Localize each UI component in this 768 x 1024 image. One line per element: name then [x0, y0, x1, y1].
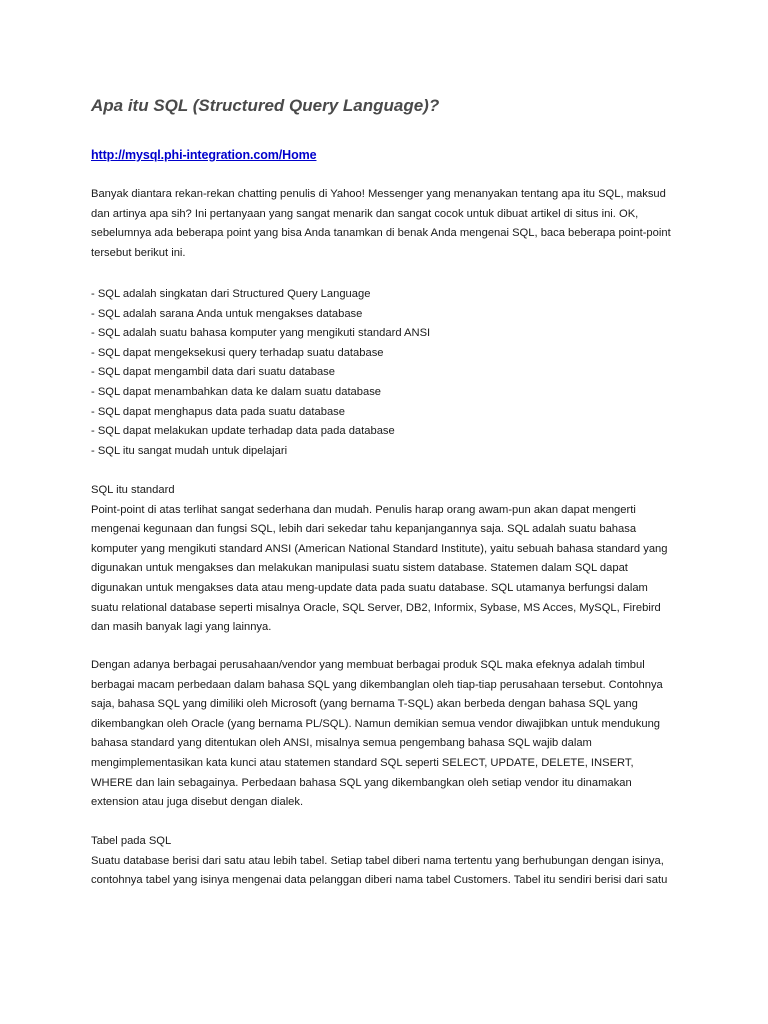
intro-line: dan artinya apa sih? Ini pertanyaan yang sangat menarik dan sangat cocok untuk dibuat artikel di situs ini. OK,	[91, 207, 639, 220]
intro-line: Banyak diantara rekan-rekan chatting penulis di Yahoo! Messenger yang menanyakan tentang apa itu SQL, maksud	[91, 188, 666, 200]
paragraph-line: WHERE dan lain sebagainya. Perbedaan bahasa SQL yang dikembangkan oleh setiap vendor itu dinamakan	[91, 776, 632, 789]
paragraph-line: mengenai kegunaan dan fungsi SQL, lebih dari sekedar tahu kepanjangannya saja. SQL adalah suatu bahasa	[91, 523, 637, 536]
bullet-list	[91, 285, 671, 461]
intro-line: tersebut berikut ini.	[91, 246, 186, 259]
bullet-item: - SQL adalah singkatan dari Structured Query Language	[91, 288, 371, 300]
bullet-item: - SQL adalah suatu bahasa komputer yang mengikuti standard ANSI	[91, 327, 431, 340]
paragraph-line: extension atau juga disebut dengan dialek.	[91, 796, 304, 809]
section-heading: SQL itu standard	[91, 484, 175, 496]
paragraph-line: suatu relational database seperti misalnya Oracle, SQL Server, DB2, Informix, Sybase, MS Acces, MySQL, Firebird	[91, 601, 661, 614]
paragraph-line: mengimplementasikan kata kunci atau statemen standard SQL seperti SELECT, UPDATE, DELETE, INSERT,	[91, 756, 634, 769]
paragraph-line: saja, bahasa SQL yang dimiliki oleh Microsoft (yang bernama T-SQL) akan berbeda dengan bahasa SQL yang	[91, 698, 638, 711]
source-link[interactable]: http://mysql.phi-integration.com/Home	[91, 148, 317, 162]
paragraph-line: Point-point di atas terlihat sangat sederhana dan mudah. Penulis harap orang awam-pun akan dapat mengerti	[91, 503, 636, 516]
section-heading: Tabel pada SQL	[91, 835, 172, 847]
bullet-item: - SQL dapat menambahkan data ke dalam suatu database	[91, 385, 382, 398]
bullet-item: - SQL dapat menghapus data pada suatu database	[91, 405, 345, 418]
paragraph-line: berbagai macam perbedaan dalam bahasa SQL yang dikembanglan oleh tiap-tiap perusahaan tersebut. Contohnya	[91, 678, 663, 691]
paragraph-line: Dengan adanya berbagai perusahaan/vendor yang membuat berbagai produk SQL maka efeknya adalah timbul	[91, 659, 645, 671]
paragraph-line: digunakan untuk mengakses dan melakukan manipulasi suatu sistem database. Statemen dalam SQL dapat	[91, 562, 628, 575]
section-tabel	[91, 832, 671, 891]
paragraph-line: bahasa standard yang ditentukan oleh ANSI, misalnya semua pengembang bahasa SQL wajib dalam	[91, 737, 592, 750]
document-title: Apa itu SQL (Structured Query Language)?	[91, 96, 440, 115]
bullet-item: - SQL dapat melakukan update terhadap data pada database	[91, 425, 395, 438]
intro-line: sebelumnya ada beberapa point yang bisa Anda tanamkan di benak Anda mengenai SQL, baca beberapa point-point	[91, 227, 671, 240]
paragraph-line: Suatu database berisi dari satu atau lebih tabel. Setiap tabel diberi nama tertentu yang berhubungan dengan isinya,	[91, 854, 664, 867]
section-sql-standard	[91, 481, 671, 638]
intro-paragraph	[91, 185, 671, 263]
section-vendor-dialects	[91, 656, 671, 813]
bullet-item: - SQL dapat mengeksekusi query terhadap suatu database	[91, 346, 384, 359]
paragraph-line: digunakan untuk mengakses data atau meng-update data pada suatu database. SQL utamanya berfungsi dalam	[91, 581, 648, 594]
paragraph-line: dan masih banyak lagi yang lainnya.	[91, 621, 272, 634]
paragraph-line: contohnya tabel yang isinya mengenai data pelanggan diberi nama tabel Customers. Tabel itu sendiri berisi dari satu	[91, 874, 668, 887]
bullet-item: - SQL itu sangat mudah untuk dipelajari	[91, 444, 288, 457]
paragraph-line: dikembangkan oleh Oracle (yang bernama PL/SQL). Namun demikian semua vendor diwajibkan untuk mendukung	[91, 717, 661, 730]
paragraph-line: komputer yang mengikuti standard ANSI (American National Standard Institute), yaitu sebuah bahasa standard yang	[91, 542, 668, 555]
bullet-item: - SQL adalah sarana Anda untuk mengakses database	[91, 307, 363, 320]
bullet-item: - SQL dapat mengambil data dari suatu database	[91, 366, 335, 379]
